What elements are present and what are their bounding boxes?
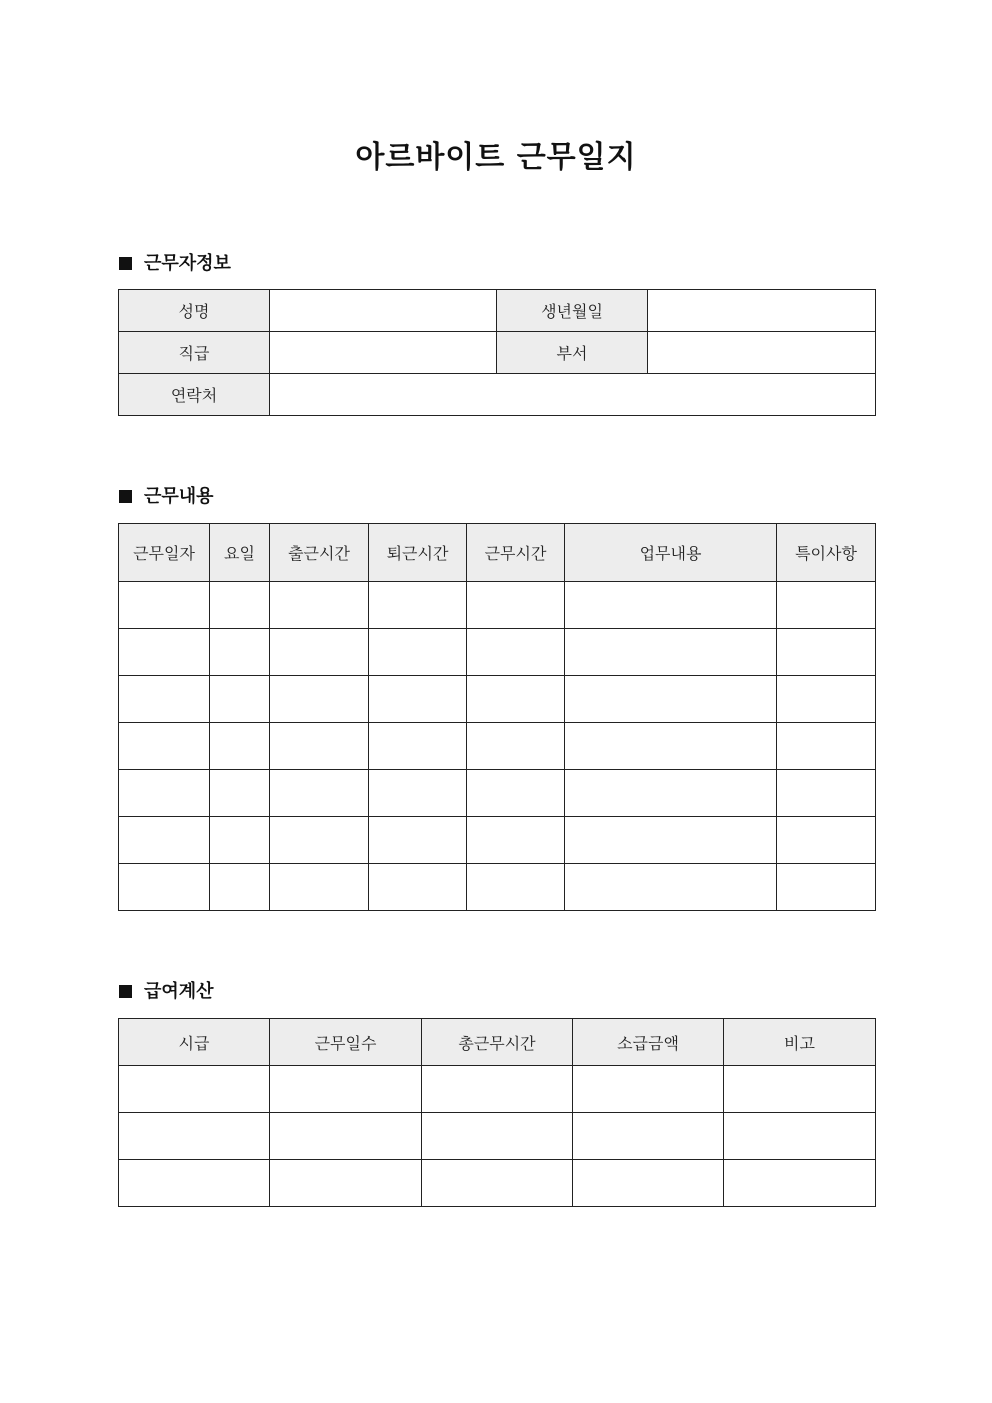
work-log-table xyxy=(118,523,876,911)
work-days-cell[interactable] xyxy=(270,1160,422,1207)
total-hours-cell[interactable] xyxy=(422,1113,573,1160)
pay-calculation-table xyxy=(118,1018,876,1207)
section-title: 근무자정보 xyxy=(144,253,231,274)
clock-out-cell[interactable] xyxy=(369,817,467,864)
table-row xyxy=(119,582,876,629)
work-hours-cell[interactable] xyxy=(467,723,565,770)
remarks-cell[interactable] xyxy=(777,676,876,723)
work-date-cell[interactable] xyxy=(119,629,210,676)
section-heading-work-log xyxy=(119,485,214,509)
total-hours-cell[interactable] xyxy=(422,1066,573,1113)
remarks-cell[interactable] xyxy=(777,864,876,911)
amount-cell[interactable] xyxy=(573,1160,724,1207)
column-header-remarks: 특이사항 xyxy=(777,524,876,582)
worker-info-table xyxy=(118,289,876,416)
department-label: 부서 xyxy=(497,332,648,374)
notes-cell[interactable] xyxy=(724,1113,876,1160)
work-date-cell[interactable] xyxy=(119,723,210,770)
table-row xyxy=(119,723,876,770)
department-field[interactable] xyxy=(648,332,876,374)
column-header-work-days: 근무일수 xyxy=(270,1019,422,1066)
work-date-cell[interactable] xyxy=(119,676,210,723)
column-header-notes: 비고 xyxy=(724,1019,876,1066)
page-title: 아르바이트 근무일지 xyxy=(355,140,637,175)
work-date-cell[interactable] xyxy=(119,817,210,864)
clock-out-cell[interactable] xyxy=(369,676,467,723)
table-row xyxy=(119,1160,876,1207)
name-field[interactable] xyxy=(270,290,497,332)
column-header-clock-out: 퇴근시간 xyxy=(369,524,467,582)
task-details-cell[interactable] xyxy=(565,723,777,770)
weekday-cell[interactable] xyxy=(210,582,270,629)
work-hours-cell[interactable] xyxy=(467,629,565,676)
weekday-cell[interactable] xyxy=(210,864,270,911)
weekday-cell[interactable] xyxy=(210,676,270,723)
notes-cell[interactable] xyxy=(724,1160,876,1207)
work-days-cell[interactable] xyxy=(270,1066,422,1113)
remarks-cell[interactable] xyxy=(777,817,876,864)
column-header-clock-in: 출근시간 xyxy=(270,524,369,582)
square-bullet-icon xyxy=(119,257,132,270)
birth-date-field[interactable] xyxy=(648,290,876,332)
contact-field[interactable] xyxy=(270,374,876,416)
work-date-cell[interactable] xyxy=(119,864,210,911)
square-bullet-icon xyxy=(119,985,132,998)
clock-out-cell[interactable] xyxy=(369,582,467,629)
work-hours-cell[interactable] xyxy=(467,770,565,817)
clock-in-cell[interactable] xyxy=(270,770,369,817)
weekday-cell[interactable] xyxy=(210,629,270,676)
table-row xyxy=(119,290,876,332)
section-heading-pay xyxy=(119,980,214,1004)
work-hours-cell[interactable] xyxy=(467,676,565,723)
column-header-hourly-wage: 시급 xyxy=(119,1019,270,1066)
column-header-work-date: 근무일자 xyxy=(119,524,210,582)
hourly-wage-cell[interactable] xyxy=(119,1160,270,1207)
table-header-row xyxy=(119,1019,876,1066)
notes-cell[interactable] xyxy=(724,1066,876,1113)
clock-out-cell[interactable] xyxy=(369,629,467,676)
clock-out-cell[interactable] xyxy=(369,770,467,817)
square-bullet-icon xyxy=(119,490,132,503)
task-details-cell[interactable] xyxy=(565,629,777,676)
work-days-cell[interactable] xyxy=(270,1113,422,1160)
work-hours-cell[interactable] xyxy=(467,864,565,911)
clock-in-cell[interactable] xyxy=(270,723,369,770)
remarks-cell[interactable] xyxy=(777,582,876,629)
task-details-cell[interactable] xyxy=(565,817,777,864)
column-header-total-hours: 총근무시간 xyxy=(422,1019,573,1066)
position-field[interactable] xyxy=(270,332,497,374)
clock-in-cell[interactable] xyxy=(270,864,369,911)
weekday-cell[interactable] xyxy=(210,770,270,817)
hourly-wage-cell[interactable] xyxy=(119,1113,270,1160)
work-date-cell[interactable] xyxy=(119,770,210,817)
weekday-cell[interactable] xyxy=(210,817,270,864)
hourly-wage-cell[interactable] xyxy=(119,1066,270,1113)
clock-in-cell[interactable] xyxy=(270,676,369,723)
column-header-work-hours: 근무시간 xyxy=(467,524,565,582)
remarks-cell[interactable] xyxy=(777,723,876,770)
section-title: 근무내용 xyxy=(144,486,214,507)
table-row xyxy=(119,629,876,676)
remarks-cell[interactable] xyxy=(777,629,876,676)
clock-in-cell[interactable] xyxy=(270,629,369,676)
table-row xyxy=(119,770,876,817)
section-heading-worker-info xyxy=(119,252,231,276)
task-details-cell[interactable] xyxy=(565,864,777,911)
weekday-cell[interactable] xyxy=(210,723,270,770)
clock-in-cell[interactable] xyxy=(270,582,369,629)
clock-in-cell[interactable] xyxy=(270,817,369,864)
work-hours-cell[interactable] xyxy=(467,817,565,864)
position-label: 직급 xyxy=(119,332,270,374)
clock-out-cell[interactable] xyxy=(369,864,467,911)
table-row xyxy=(119,864,876,911)
column-header-weekday: 요일 xyxy=(210,524,270,582)
table-row xyxy=(119,1113,876,1160)
amount-cell[interactable] xyxy=(573,1113,724,1160)
amount-cell[interactable] xyxy=(573,1066,724,1113)
work-hours-cell[interactable] xyxy=(467,582,565,629)
table-header-row xyxy=(119,524,876,582)
total-hours-cell[interactable] xyxy=(422,1160,573,1207)
column-header-amount: 소급금액 xyxy=(573,1019,724,1066)
work-date-cell[interactable] xyxy=(119,582,210,629)
birth-date-label: 생년월일 xyxy=(497,290,648,332)
table-row xyxy=(119,374,876,416)
table-row xyxy=(119,1066,876,1113)
table-row xyxy=(119,817,876,864)
section-title: 급여계산 xyxy=(144,981,214,1002)
clock-out-cell[interactable] xyxy=(369,723,467,770)
task-details-cell[interactable] xyxy=(565,770,777,817)
table-row xyxy=(119,676,876,723)
name-label: 성명 xyxy=(119,290,270,332)
column-header-task-details: 업무내용 xyxy=(565,524,777,582)
task-details-cell[interactable] xyxy=(565,582,777,629)
task-details-cell[interactable] xyxy=(565,676,777,723)
table-row xyxy=(119,332,876,374)
contact-label: 연락처 xyxy=(119,374,270,416)
remarks-cell[interactable] xyxy=(777,770,876,817)
